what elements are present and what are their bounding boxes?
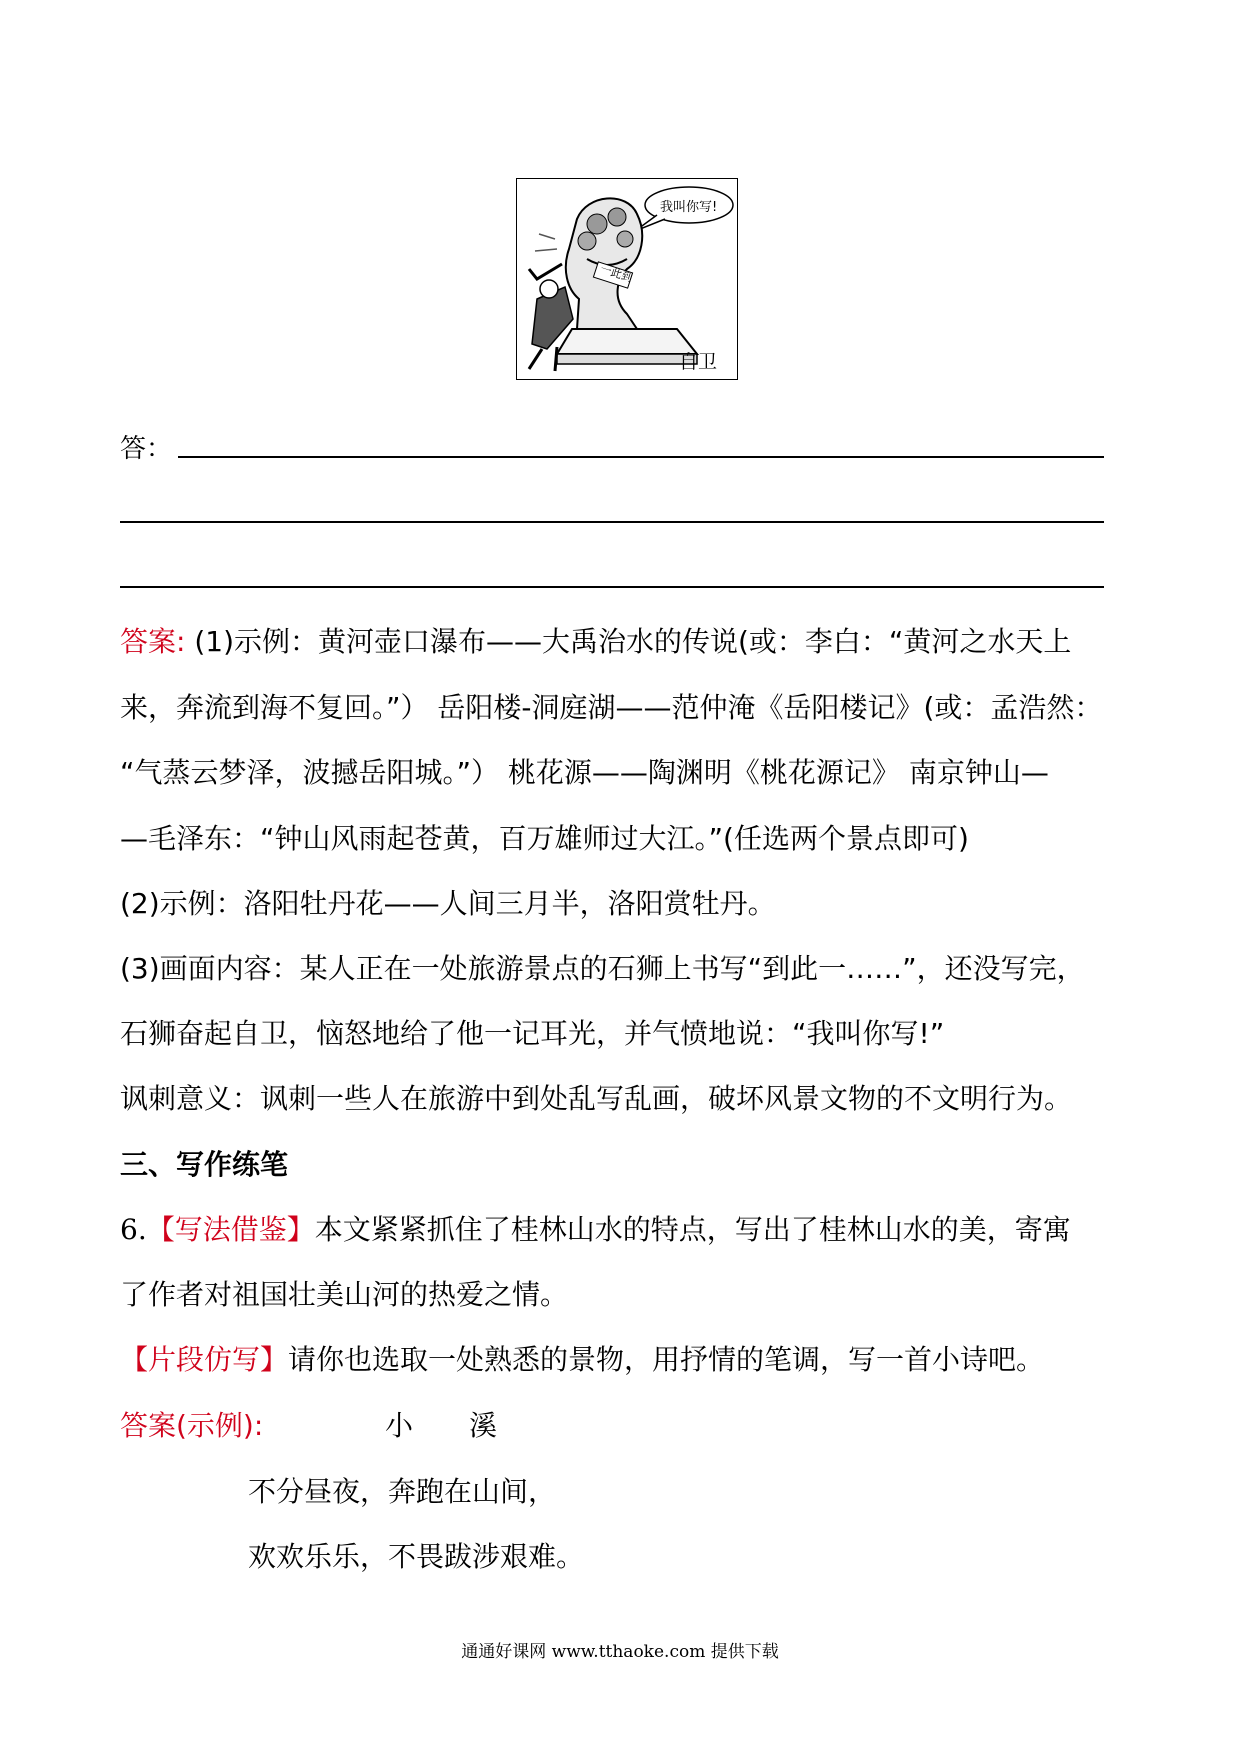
answer-row-4: —毛泽东：“钟山风雨起苍黄，百万雄师过大江。”(任选两个景点即可): [120, 822, 969, 855]
cartoon-illustration: [516, 178, 738, 380]
imitation-prompt: [120, 1338, 1044, 1378]
answer-line-1[interactable]: [178, 456, 1104, 458]
answer-part-3-row-2: 石狮奋起自卫，恼怒地给了他一记耳光，并气愤地说：“我叫你写!”: [120, 1017, 945, 1050]
answer-text: (1)示例：黄河壶口瀑布——大禹治水的传说(或：李白：“黄河之水天上: [185, 625, 1072, 658]
example-label: 答案(示例):: [120, 1409, 264, 1442]
section-heading: 三、写作练笔: [120, 1148, 289, 1181]
answer-row-2: 来，奔流到海不复回。”） 岳阳楼-洞庭湖——范仲淹《岳阳楼记》(或：孟浩然：: [120, 691, 1103, 724]
answer-tag: 答案:: [120, 625, 186, 658]
question-number: 6.: [120, 1213, 147, 1246]
poem-title: 小 溪: [385, 1409, 498, 1442]
imitation-tag: 【片段仿写】: [120, 1343, 289, 1376]
answer-line-3[interactable]: [120, 586, 1104, 588]
page-footer: 通通好课网 www.tthaoke.com 提供下载: [461, 1642, 779, 1662]
imitation-text: 请你也选取一处熟悉的景物，用抒情的笔调，写一首小诗吧。: [288, 1343, 1045, 1376]
question-6-row-2: 了作者对祖国壮美山河的热爱之情。: [120, 1278, 569, 1311]
answer-part-2: (2)示例：洛阳牡丹花——人间三月半，洛阳赏牡丹。: [120, 887, 776, 920]
poem-line-2: 欢欢乐乐，不畏跋涉艰难。: [248, 1540, 585, 1573]
poem-line-1: 不分昼夜，奔跑在山间，: [248, 1475, 557, 1508]
question-text: 本文紧紧抓住了桂林山水的特点，写出了桂林山水的美，寄寓: [314, 1213, 1071, 1246]
cartoon-title: 自卫: [679, 351, 718, 373]
example-row: [120, 1404, 498, 1444]
answer-row-1: [120, 620, 1071, 660]
answer-line-2[interactable]: [120, 521, 1104, 523]
answer-label: 答：: [120, 434, 173, 464]
question-6-row-1: [120, 1208, 1071, 1248]
question-tag: 【写法借鉴】: [146, 1213, 315, 1246]
lion-graffiti-text: 一此到: [598, 262, 635, 285]
speech-bubble-text: 我叫你写!: [660, 200, 718, 215]
answer-row-3: “气蒸云梦泽，波撼岳阳城。”） 桃花源——陶渊明《桃花源记》 南京钟山—: [120, 756, 1049, 789]
answer-part-3-row-1: (3)画面内容：某人正在一处旅游景点的石狮上书写“到此一……”，还没写完，: [120, 952, 1085, 985]
satire-meaning: 讽刺意义：讽刺一些人在旅游中到处乱写乱画，破坏风景文物的不文明行为。: [120, 1082, 1073, 1115]
